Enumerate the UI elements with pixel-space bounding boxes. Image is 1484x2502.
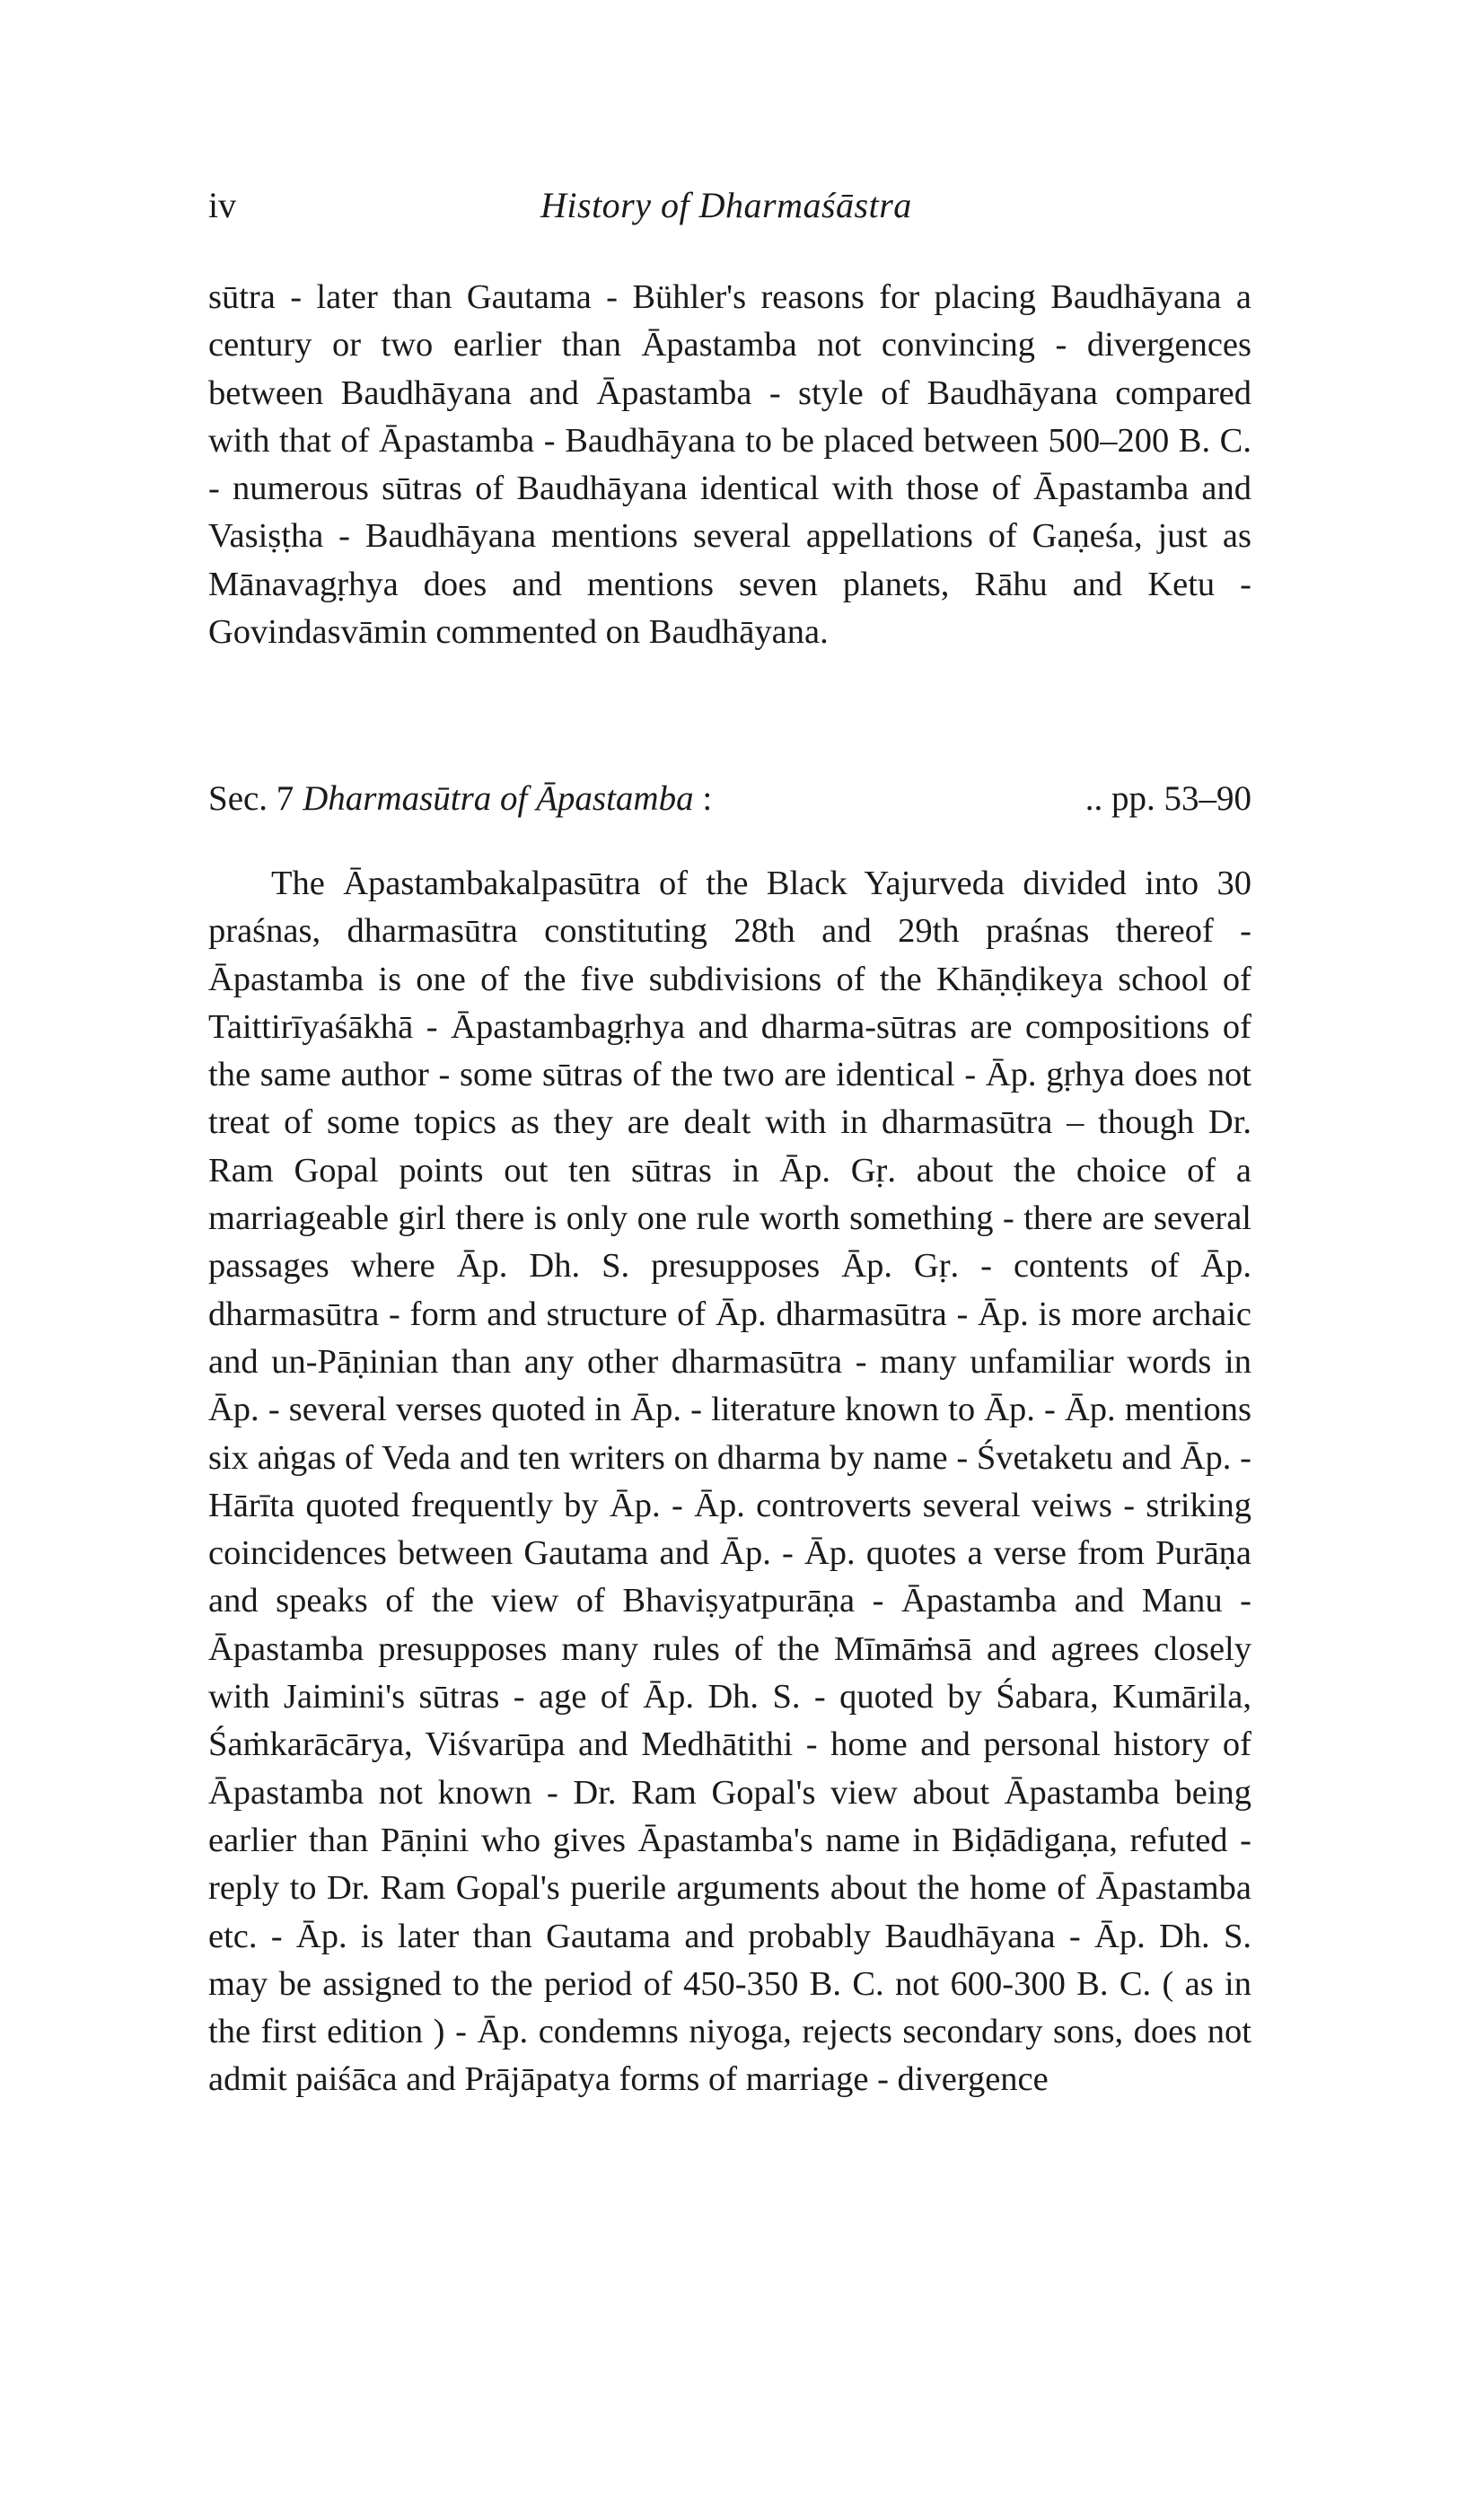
section-heading xyxy=(208,778,1251,829)
page-number: iv xyxy=(208,185,237,225)
running-head xyxy=(208,184,1250,238)
section-prefix: Sec. 7 xyxy=(208,779,303,818)
section-page-range: .. pp. 53–90 xyxy=(1084,779,1251,818)
section-title-text: Dharmasūtra of Āpastamba xyxy=(303,779,694,818)
paragraph-apastamba: The Āpastambakalpasūtra of the Black Yajurveda divided into 30 praśnas, dharmasūtra constituting 28th and 29th praśnas thereof - Āpastamba is one of the five subdivisions of the Khāṇḍikeya school of Taittirīyaśākhā - Āpastambagṛhya and dharma-sūtras are compositions of the same author - some sūtras of the two are identical - Āp. gṛhya does not treat of some topics as they are dealt with in dharmasūtra – though Dr. Ram Gopal points out ten sūtras in Āp. Gṛ. about the choice of a marriageable girl there is only one rule worth something - there are several passages where Āp. Dh. S. presupposes Āp. Gṛ. - contents of Āp. dharmasūtra - form and structure of Āp. dharmasūtra - Āp. is more archaic and un-Pāṇinian than any other dharmasūtra - many unfamiliar words in Āp. - several verses quoted in Āp. - literature known to Āp. - Āp. mentions six aṅgas of Veda and ten writers on dharma by name - Śvetaketu and Āp. - Hārīta quoted frequently by Āp. - Āp. controverts several veiws - striking coincidences between Gautama and Āp. - Āp. quotes a verse from Purāṇa and speaks of the view of Bhaviṣyatpurāṇa - Āpastamba and Manu - Āpastamba presupposes many rules of the Mīmāṁsā and agrees closely with Jaimini's sūtras - age of Āp. Dh. S. - quoted by Śabara, Kumārila, Śaṁkarācārya, Viśvarūpa and Medhātithi - home and personal history of Āpastamba not known - Dr. Ram Gopal's view about Āpastamba being earlier than Pāṇini who gives Āpastamba's name in Biḍādigaṇa, refuted - reply to Dr. Ram Gopal's puerile arguments about the home of Āpastamba etc. - Āp. is later than Gautama and probably Baudhāyana - Āp. Dh. S. may be assigned to the period of 450-350 B. C. not 600-300 B. C. ( as in the first edition ) - Āp. condemns niyoga, rejects secondary sons, does not admit paiśāca and Prājāpatya forms of marriage - divergence xyxy=(208,865,1251,2099)
section-suffix: : xyxy=(693,779,713,818)
section-title xyxy=(208,778,712,819)
book-title: History of Dharmaśāstra xyxy=(540,185,912,225)
paragraph-continued: sūtra - later than Gautama - Bühler's reasons for placing Baudhāyana a century or two earlier than Āpastamba not convincing - divergences between Baudhāyana and Āpastamba - style of Baudhāyana compared with that of Āpastamba - Baudhāyana to be placed between 500–200 B. C. - numerous sūtras of Baudhāyana identical with those of Āpastamba and Vasiṣṭha - Baudhāyana mentions several appellations of Gaṇeśa, just as Mānavagṛhya does and mentions seven planets, Rāhu and Ketu - Govindasvāmin commented on Baudhāyana. xyxy=(208,278,1251,652)
